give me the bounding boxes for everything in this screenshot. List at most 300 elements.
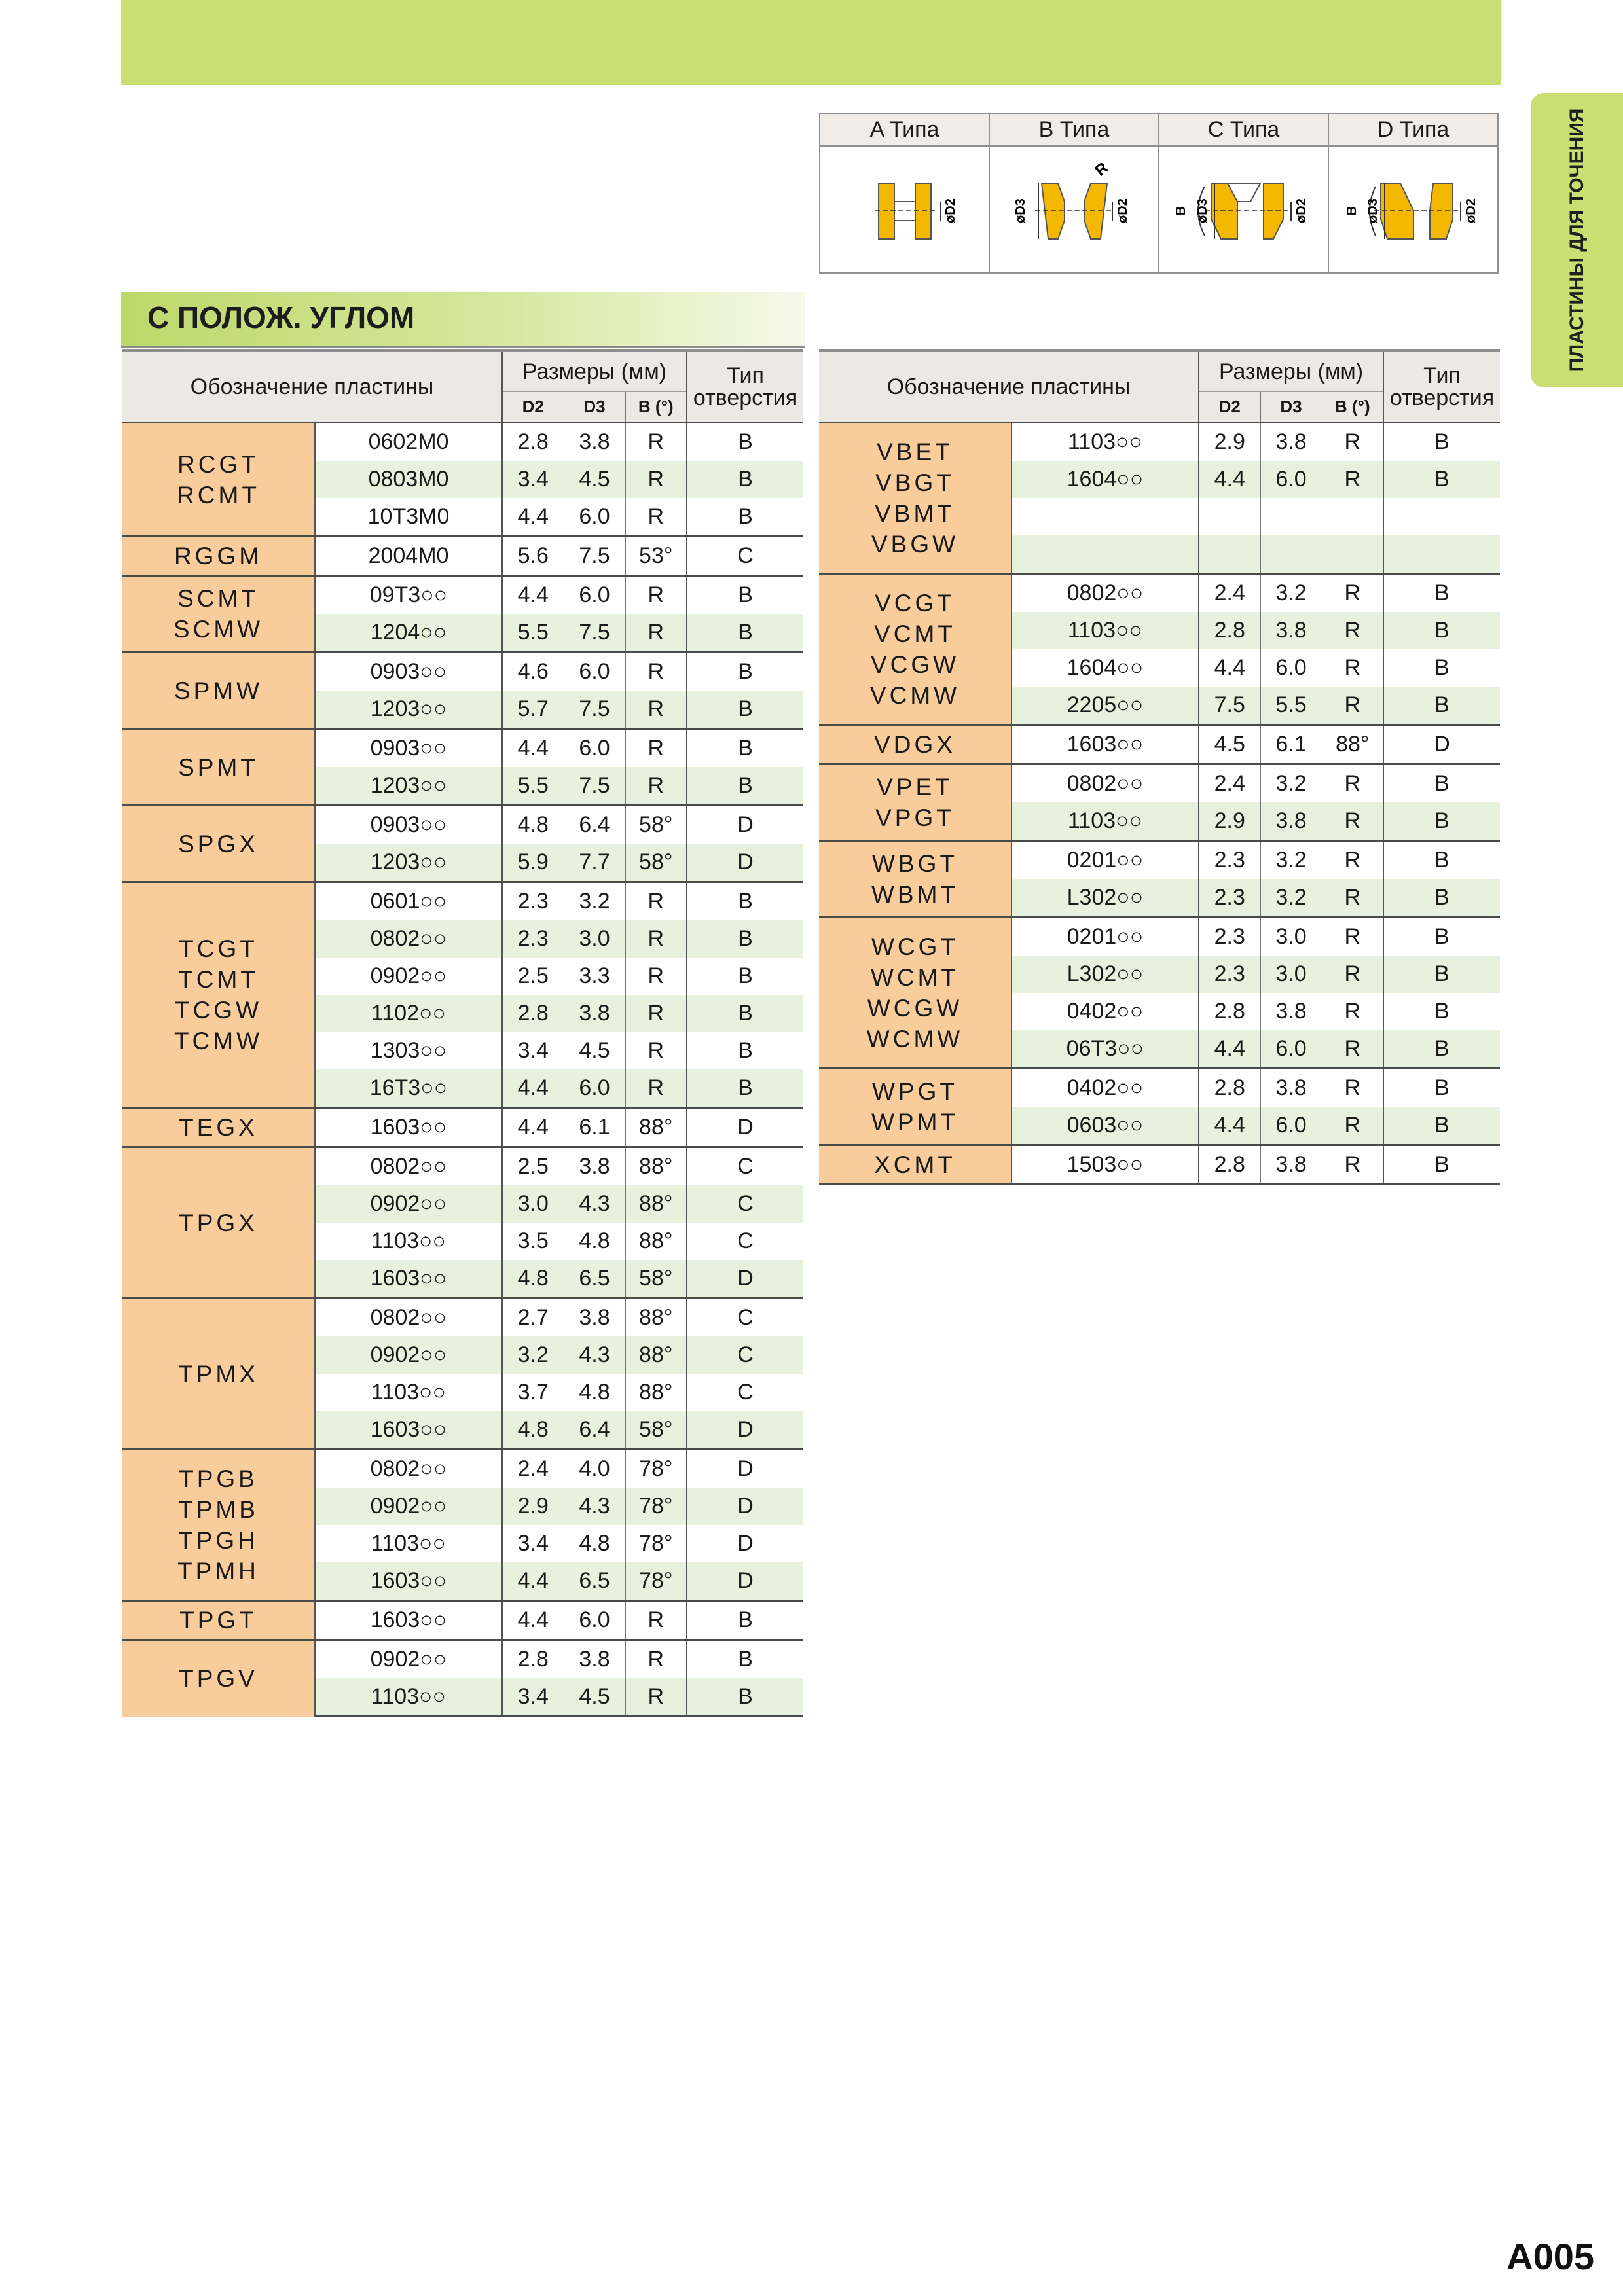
hole-type-cell: D (687, 806, 803, 844)
d3-cell: 6.1 (564, 1108, 625, 1147)
d3-cell: 3.3 (564, 958, 625, 995)
designation-name: XCMT (874, 1151, 956, 1178)
insert-code-cell: 16T3○○ (315, 1069, 502, 1108)
b-angle-cell (1322, 535, 1383, 574)
hole-type-cell: C (687, 537, 803, 576)
insert-designation (122, 1108, 315, 1147)
b-angle-cell: R (625, 1032, 687, 1069)
d3-cell (1260, 535, 1322, 574)
designation-name: WPGT (872, 1078, 958, 1105)
designation-name: WPMT (871, 1109, 959, 1136)
insert-designation (819, 423, 1012, 574)
insert-code-cell: 1103○○ (1012, 802, 1199, 841)
insert-code-cell: 0903○○ (315, 806, 502, 844)
d3-cell: 4.0 (564, 1450, 625, 1488)
d3-cell: 3.8 (1260, 1145, 1322, 1185)
b-angle-cell: R (625, 1069, 687, 1108)
b-angle-cell: R (625, 653, 687, 691)
hole-type-cell: D (1383, 725, 1500, 764)
insert-code-cell: 1103○○ (315, 1374, 502, 1411)
insert-designation (819, 918, 1012, 1069)
d2-cell: 4.4 (502, 1069, 564, 1108)
hole-type-cell: B (1383, 423, 1500, 461)
designation-name: TPGT (179, 1607, 257, 1634)
d3-header: D3 (564, 392, 625, 423)
d2-label: øD2 (1294, 198, 1309, 223)
d3-cell: 3.2 (1260, 764, 1322, 803)
insert-code-cell: 1604○○ (1012, 461, 1199, 498)
designation-name: VBMT (875, 500, 955, 527)
designation-name: TPGV (179, 1665, 258, 1693)
hole-type-header (687, 351, 803, 423)
insert-code-cell: 0802○○ (1012, 764, 1199, 803)
hole-type-cell: B (1383, 879, 1500, 918)
d2-cell: 2.3 (502, 920, 564, 958)
b-angle-cell: R (625, 498, 687, 537)
hole-type-cell: B (687, 1601, 803, 1640)
type-d-diagram (1328, 146, 1498, 273)
insert-code-cell: 0802○○ (1012, 574, 1199, 613)
hole-type-cell (1383, 535, 1500, 574)
hole-type-cell: B (1383, 1069, 1500, 1107)
d3-label: øD3 (1195, 198, 1210, 223)
d2-cell: 4.4 (502, 498, 564, 537)
hole-type-cell: B (687, 729, 803, 768)
designation-name: VBET (877, 439, 953, 465)
b-label: B (1344, 206, 1359, 216)
d2-cell: 2.3 (1199, 918, 1260, 956)
d3-cell: 4.5 (564, 461, 625, 498)
hole-type-header (1383, 351, 1500, 423)
hole-type-cell: B (1383, 649, 1500, 687)
insert-code-cell: 2205○○ (1012, 687, 1199, 725)
table-row (122, 537, 803, 576)
b-angle-cell: 88° (625, 1336, 687, 1374)
insert-designation (819, 1069, 1012, 1145)
table-row (122, 729, 803, 768)
hole-type-header-line1: Тип (1423, 363, 1461, 388)
designation-name: TPMB (178, 1496, 259, 1523)
insert-code-cell: 0902○○ (315, 1185, 502, 1223)
b-header: B (°) (1322, 392, 1383, 423)
d3-cell: 6.0 (564, 576, 625, 615)
insert-code-cell: 1102○○ (315, 995, 502, 1032)
insert-designation (122, 806, 315, 882)
insert-designation (819, 764, 1012, 841)
d2-cell: 3.2 (502, 1336, 564, 1374)
table-header (122, 351, 803, 423)
insert-code-cell: 0802○○ (315, 920, 502, 958)
d2-cell: 4.4 (502, 1601, 564, 1640)
insert-code-cell: 0802○○ (315, 1147, 502, 1186)
hole-type-cell: B (687, 423, 803, 461)
designation-name: WCMW (866, 1026, 964, 1052)
d3-cell: 6.5 (564, 1562, 625, 1601)
insert-designation (122, 1450, 315, 1601)
designation-name: SPMW (173, 677, 263, 704)
hole-type-cell: B (1383, 764, 1500, 803)
b-angle-cell: R (625, 1601, 687, 1640)
insert-designation (819, 574, 1012, 725)
insert-code-cell (1012, 498, 1199, 535)
table-row (819, 1145, 1500, 1185)
d2-cell: 5.9 (502, 844, 564, 882)
insert-code-cell: 1604○○ (1012, 649, 1199, 687)
hole-type-cell: C (687, 1336, 803, 1374)
d2-cell: 3.4 (502, 1678, 564, 1717)
hole-type-diagrams (819, 113, 1499, 274)
table-header (819, 351, 1500, 423)
d2-cell: 4.4 (502, 729, 564, 768)
designation-name: TPGX (179, 1209, 258, 1236)
b-angle-cell: R (1322, 993, 1383, 1030)
b-angle-cell: R (1322, 1030, 1383, 1069)
d2-cell: 5.6 (502, 537, 564, 576)
d2-cell: 2.4 (1199, 574, 1260, 613)
designation-name: TPMH (177, 1558, 259, 1585)
d2-cell: 4.4 (1199, 649, 1260, 687)
d2-cell: 2.3 (502, 882, 564, 921)
insert-code-cell: 2004M0 (315, 537, 502, 576)
d2-cell: 2.3 (1199, 841, 1260, 880)
insert-designation (122, 729, 315, 806)
d3-cell: 3.2 (1260, 574, 1322, 613)
table-row (122, 1450, 803, 1488)
designation-name: VPGT (875, 804, 955, 831)
d2-cell: 2.9 (502, 1488, 564, 1525)
insert-code-cell: 06T3○○ (1012, 1030, 1199, 1069)
hole-type-cell: B (1383, 1145, 1500, 1185)
b-angle-cell: R (1322, 918, 1383, 956)
type-c-header: C Типа (1159, 113, 1328, 146)
insert-code-cell: 0903○○ (315, 729, 502, 768)
insert-designation (122, 882, 315, 1108)
designation-header: Обозначение пластины (819, 351, 1199, 423)
d3-cell: 6.0 (1260, 1030, 1322, 1069)
d2-cell: 2.8 (1199, 1145, 1260, 1185)
designation-name: WCMT (870, 964, 960, 991)
d2-cell: 4.5 (1199, 725, 1260, 764)
d3-cell: 3.8 (564, 423, 625, 461)
d3-cell: 6.0 (564, 729, 625, 768)
table-row (819, 725, 1500, 764)
table-row (819, 841, 1500, 880)
designation-name: WCGW (867, 995, 963, 1022)
designation-name: SPGX (178, 830, 259, 857)
designation-name: VCMT (874, 620, 956, 647)
d3-cell: 3.8 (1260, 612, 1322, 649)
d3-cell: 6.1 (1260, 725, 1322, 764)
d3-cell: 3.8 (1260, 993, 1322, 1030)
section-title: С ПОЛОЖ. УГЛОМ (147, 300, 415, 334)
table-row (122, 576, 803, 615)
insert-code-cell: 0902○○ (315, 958, 502, 995)
insert-code-cell: 1603○○ (315, 1108, 502, 1147)
d2-cell: 3.5 (502, 1223, 564, 1260)
insert-code-cell: 10T3M0 (315, 498, 502, 537)
d2-header: D2 (502, 392, 564, 423)
d3-cell: 3.8 (1260, 1069, 1322, 1107)
b-angle-cell: 88° (625, 1185, 687, 1223)
insert-code-cell (1012, 535, 1199, 574)
b-angle-cell: 88° (625, 1223, 687, 1260)
d3-cell: 4.3 (564, 1488, 625, 1525)
table-row (122, 1108, 803, 1147)
top-color-band (121, 0, 1501, 85)
insert-code-cell: 09T3○○ (315, 576, 502, 615)
b-angle-cell: 58° (625, 844, 687, 882)
designation-name: TCMW (173, 1028, 263, 1054)
hole-type-cell: D (687, 1411, 803, 1450)
b-angle-cell: R (625, 767, 687, 806)
hole-type-cell: B (687, 1032, 803, 1069)
b-angle-cell: R (625, 614, 687, 653)
insert-code-cell: 1204○○ (315, 614, 502, 653)
designation-name: SCMT (177, 585, 259, 612)
insert-code-cell: L302○○ (1012, 956, 1199, 993)
d3-cell: 3.2 (1260, 879, 1322, 918)
d3-cell: 3.2 (1260, 841, 1322, 880)
hole-type-cell: D (687, 1108, 803, 1147)
b-angle-cell: R (625, 423, 687, 461)
b-angle-cell: 58° (625, 1411, 687, 1450)
b-angle-cell: 78° (625, 1525, 687, 1562)
insert-code-cell: 0402○○ (1012, 1069, 1199, 1107)
dimensions-header: Размеры (мм) (1199, 351, 1383, 392)
d2-cell: 2.8 (502, 1640, 564, 1679)
b-angle-cell: R (1322, 423, 1383, 461)
insert-code-cell: 1603○○ (1012, 725, 1199, 764)
d2-cell: 5.7 (502, 691, 564, 729)
b-angle-cell: 78° (625, 1562, 687, 1601)
d2-label: øD2 (943, 198, 958, 223)
insert-code-cell: 1603○○ (315, 1411, 502, 1450)
hole-type-cell: B (687, 498, 803, 537)
d2-cell: 2.8 (1199, 1069, 1260, 1107)
hole-type-cell: B (687, 461, 803, 498)
insert-designation (819, 1145, 1012, 1185)
hole-type-cell: C (687, 1147, 803, 1186)
d2-cell: 2.4 (1199, 764, 1260, 803)
designation-name: RCGT (177, 450, 259, 478)
d3-cell: 4.8 (564, 1374, 625, 1411)
insert-code-cell: 0802○○ (315, 1450, 502, 1488)
insert-code-cell: 1303○○ (315, 1032, 502, 1069)
type-a-diagram (820, 146, 989, 273)
d3-cell: 3.0 (564, 920, 625, 958)
page-number: A005 (1506, 2236, 1594, 2277)
d3-cell: 3.8 (564, 995, 625, 1032)
d3-cell: 6.4 (564, 1411, 625, 1450)
d3-cell: 5.5 (1260, 687, 1322, 725)
d2-cell: 2.9 (1199, 423, 1260, 461)
b-angle-cell: R (625, 461, 687, 498)
r-label: R (1091, 158, 1112, 180)
d2-cell (1199, 535, 1260, 574)
d2-cell: 4.4 (1199, 461, 1260, 498)
d2-cell (1199, 498, 1260, 535)
d3-cell: 3.0 (1260, 918, 1322, 956)
type-b-header: B Типа (989, 113, 1159, 146)
hole-type-cell (1383, 498, 1500, 535)
insert-code-cell: 0402○○ (1012, 993, 1199, 1030)
d3-cell: 7.5 (564, 767, 625, 806)
d3-cell: 6.0 (1260, 461, 1322, 498)
insert-designation (122, 653, 315, 729)
designation-name: VDGX (874, 731, 956, 758)
d2-header: D2 (1199, 392, 1260, 423)
b-angle-cell: 88° (625, 1147, 687, 1186)
d2-cell: 4.8 (502, 806, 564, 844)
d3-cell: 4.3 (564, 1336, 625, 1374)
b-angle-cell: R (625, 691, 687, 729)
table-row (122, 1299, 803, 1337)
insert-designation (819, 841, 1012, 918)
d2-cell: 3.4 (502, 1032, 564, 1069)
d3-cell: 4.3 (564, 1185, 625, 1223)
hole-type-cell: D (687, 844, 803, 882)
hole-type-cell: B (687, 614, 803, 653)
insert-code-cell: 0603○○ (1012, 1107, 1199, 1145)
designation-name: RCMT (177, 481, 260, 509)
hole-type-cell: C (687, 1223, 803, 1260)
hole-type-cell: D (687, 1260, 803, 1299)
b-angle-cell: R (625, 920, 687, 958)
hole-type-cell: B (687, 576, 803, 615)
d3-label: øD3 (1365, 198, 1380, 223)
d3-cell: 6.0 (564, 1601, 625, 1640)
d3-cell: 3.0 (1260, 956, 1322, 993)
designation-name: TCMT (178, 966, 259, 993)
b-angle-cell: 53° (625, 537, 687, 576)
hole-type-cell: B (1383, 612, 1500, 649)
type-a-header: A Типа (820, 113, 989, 146)
type-d-icon (1335, 151, 1492, 268)
designation-name: TCGT (179, 935, 258, 962)
hole-type-cell: B (1383, 841, 1500, 880)
d3-cell: 3.2 (564, 882, 625, 921)
hole-type-cell: B (1383, 956, 1500, 993)
designation-name: VCMW (869, 682, 960, 709)
hole-type-cell: B (1383, 1030, 1500, 1069)
d2-cell: 4.8 (502, 1260, 564, 1299)
type-a-icon (826, 151, 983, 268)
hole-type-cell: D (687, 1450, 803, 1488)
type-c-diagram (1159, 146, 1328, 273)
d2-cell: 4.4 (1199, 1107, 1260, 1145)
d2-cell: 4.8 (502, 1411, 564, 1450)
d2-cell: 4.4 (1199, 1030, 1260, 1069)
table-row (122, 882, 803, 921)
table-row (122, 653, 803, 691)
insert-code-cell: 0903○○ (315, 653, 502, 691)
designation-name: TPMX (178, 1360, 259, 1388)
insert-code-cell: 0201○○ (1012, 841, 1199, 880)
d3-cell: 6.0 (564, 1069, 625, 1108)
b-angle-cell: R (1322, 612, 1383, 649)
insert-designation (122, 537, 315, 576)
d2-cell: 2.8 (502, 995, 564, 1032)
d3-cell: 6.5 (564, 1260, 625, 1299)
designation-name: VPET (877, 774, 953, 800)
table-row (819, 764, 1500, 803)
insert-code-cell: 1203○○ (315, 691, 502, 729)
insert-code-cell: 1603○○ (315, 1601, 502, 1640)
insert-designation (819, 725, 1012, 764)
d2-cell: 2.8 (1199, 612, 1260, 649)
insert-code-cell: 0601○○ (315, 882, 502, 921)
d3-cell: 7.5 (564, 537, 625, 576)
b-angle-cell: R (1322, 1069, 1383, 1107)
d3-cell: 6.4 (564, 806, 625, 844)
d3-cell: 4.8 (564, 1223, 625, 1260)
hole-type-cell: B (687, 653, 803, 691)
hole-type-header-line1: Тип (727, 363, 764, 388)
insert-designation (122, 1601, 315, 1640)
table-row (819, 1069, 1500, 1107)
b-angle-cell: R (625, 958, 687, 995)
table-row (122, 423, 803, 461)
hole-type-cell: B (687, 958, 803, 995)
hole-type-cell: B (687, 882, 803, 921)
insert-code-cell: 1203○○ (315, 767, 502, 806)
d3-cell: 7.5 (564, 691, 625, 729)
d3-cell: 3.8 (1260, 802, 1322, 841)
table-row (819, 574, 1500, 613)
designation-name: SPMT (178, 753, 259, 781)
hole-type-cell: B (687, 691, 803, 729)
side-tab-label: ПЛАСТИНЫ ДЛЯ ТОЧЕНИЯ (1565, 108, 1588, 372)
d2-cell: 2.5 (502, 958, 564, 995)
table-row (122, 806, 803, 844)
b-angle-cell: 58° (625, 1260, 687, 1299)
insert-code-cell: 1103○○ (315, 1678, 502, 1717)
hole-type-cell: B (1383, 574, 1500, 613)
d2-cell: 4.4 (502, 1108, 564, 1147)
b-angle-cell: R (1322, 1107, 1383, 1145)
hole-type-cell: B (687, 920, 803, 958)
b-label: B (1173, 206, 1188, 216)
d2-cell: 2.4 (502, 1450, 564, 1488)
insert-code-cell: 1603○○ (315, 1260, 502, 1299)
hole-type-cell: B (687, 767, 803, 806)
side-category-tab (1531, 93, 1623, 387)
d2-cell: 5.5 (502, 614, 564, 653)
insert-code-cell: 1103○○ (1012, 423, 1199, 461)
table-row (122, 1640, 803, 1679)
hole-type-cell: B (687, 1640, 803, 1679)
designation-name: SCMW (173, 616, 264, 643)
left-insert-table (122, 349, 803, 1717)
b-angle-cell: 88° (1322, 725, 1383, 764)
b-angle-cell: R (1322, 764, 1383, 803)
designation-name: RGGM (173, 543, 263, 569)
table-row (819, 423, 1500, 461)
designation-header: Обозначение пластины (122, 351, 502, 423)
insert-code-cell: 1203○○ (315, 844, 502, 882)
hole-type-header-line2: отверстия (1389, 386, 1495, 410)
b-angle-cell: R (625, 1640, 687, 1679)
d2-cell: 2.8 (1199, 993, 1260, 1030)
d2-cell: 3.4 (502, 461, 564, 498)
d2-cell: 4.4 (502, 1562, 564, 1601)
insert-code-cell: 0902○○ (315, 1336, 502, 1374)
d2-cell: 2.5 (502, 1147, 564, 1186)
designation-name: TPGH (178, 1527, 259, 1554)
d2-cell: 4.4 (502, 576, 564, 615)
dimensions-header: Размеры (мм) (502, 351, 687, 392)
d3-cell: 4.5 (564, 1678, 625, 1717)
